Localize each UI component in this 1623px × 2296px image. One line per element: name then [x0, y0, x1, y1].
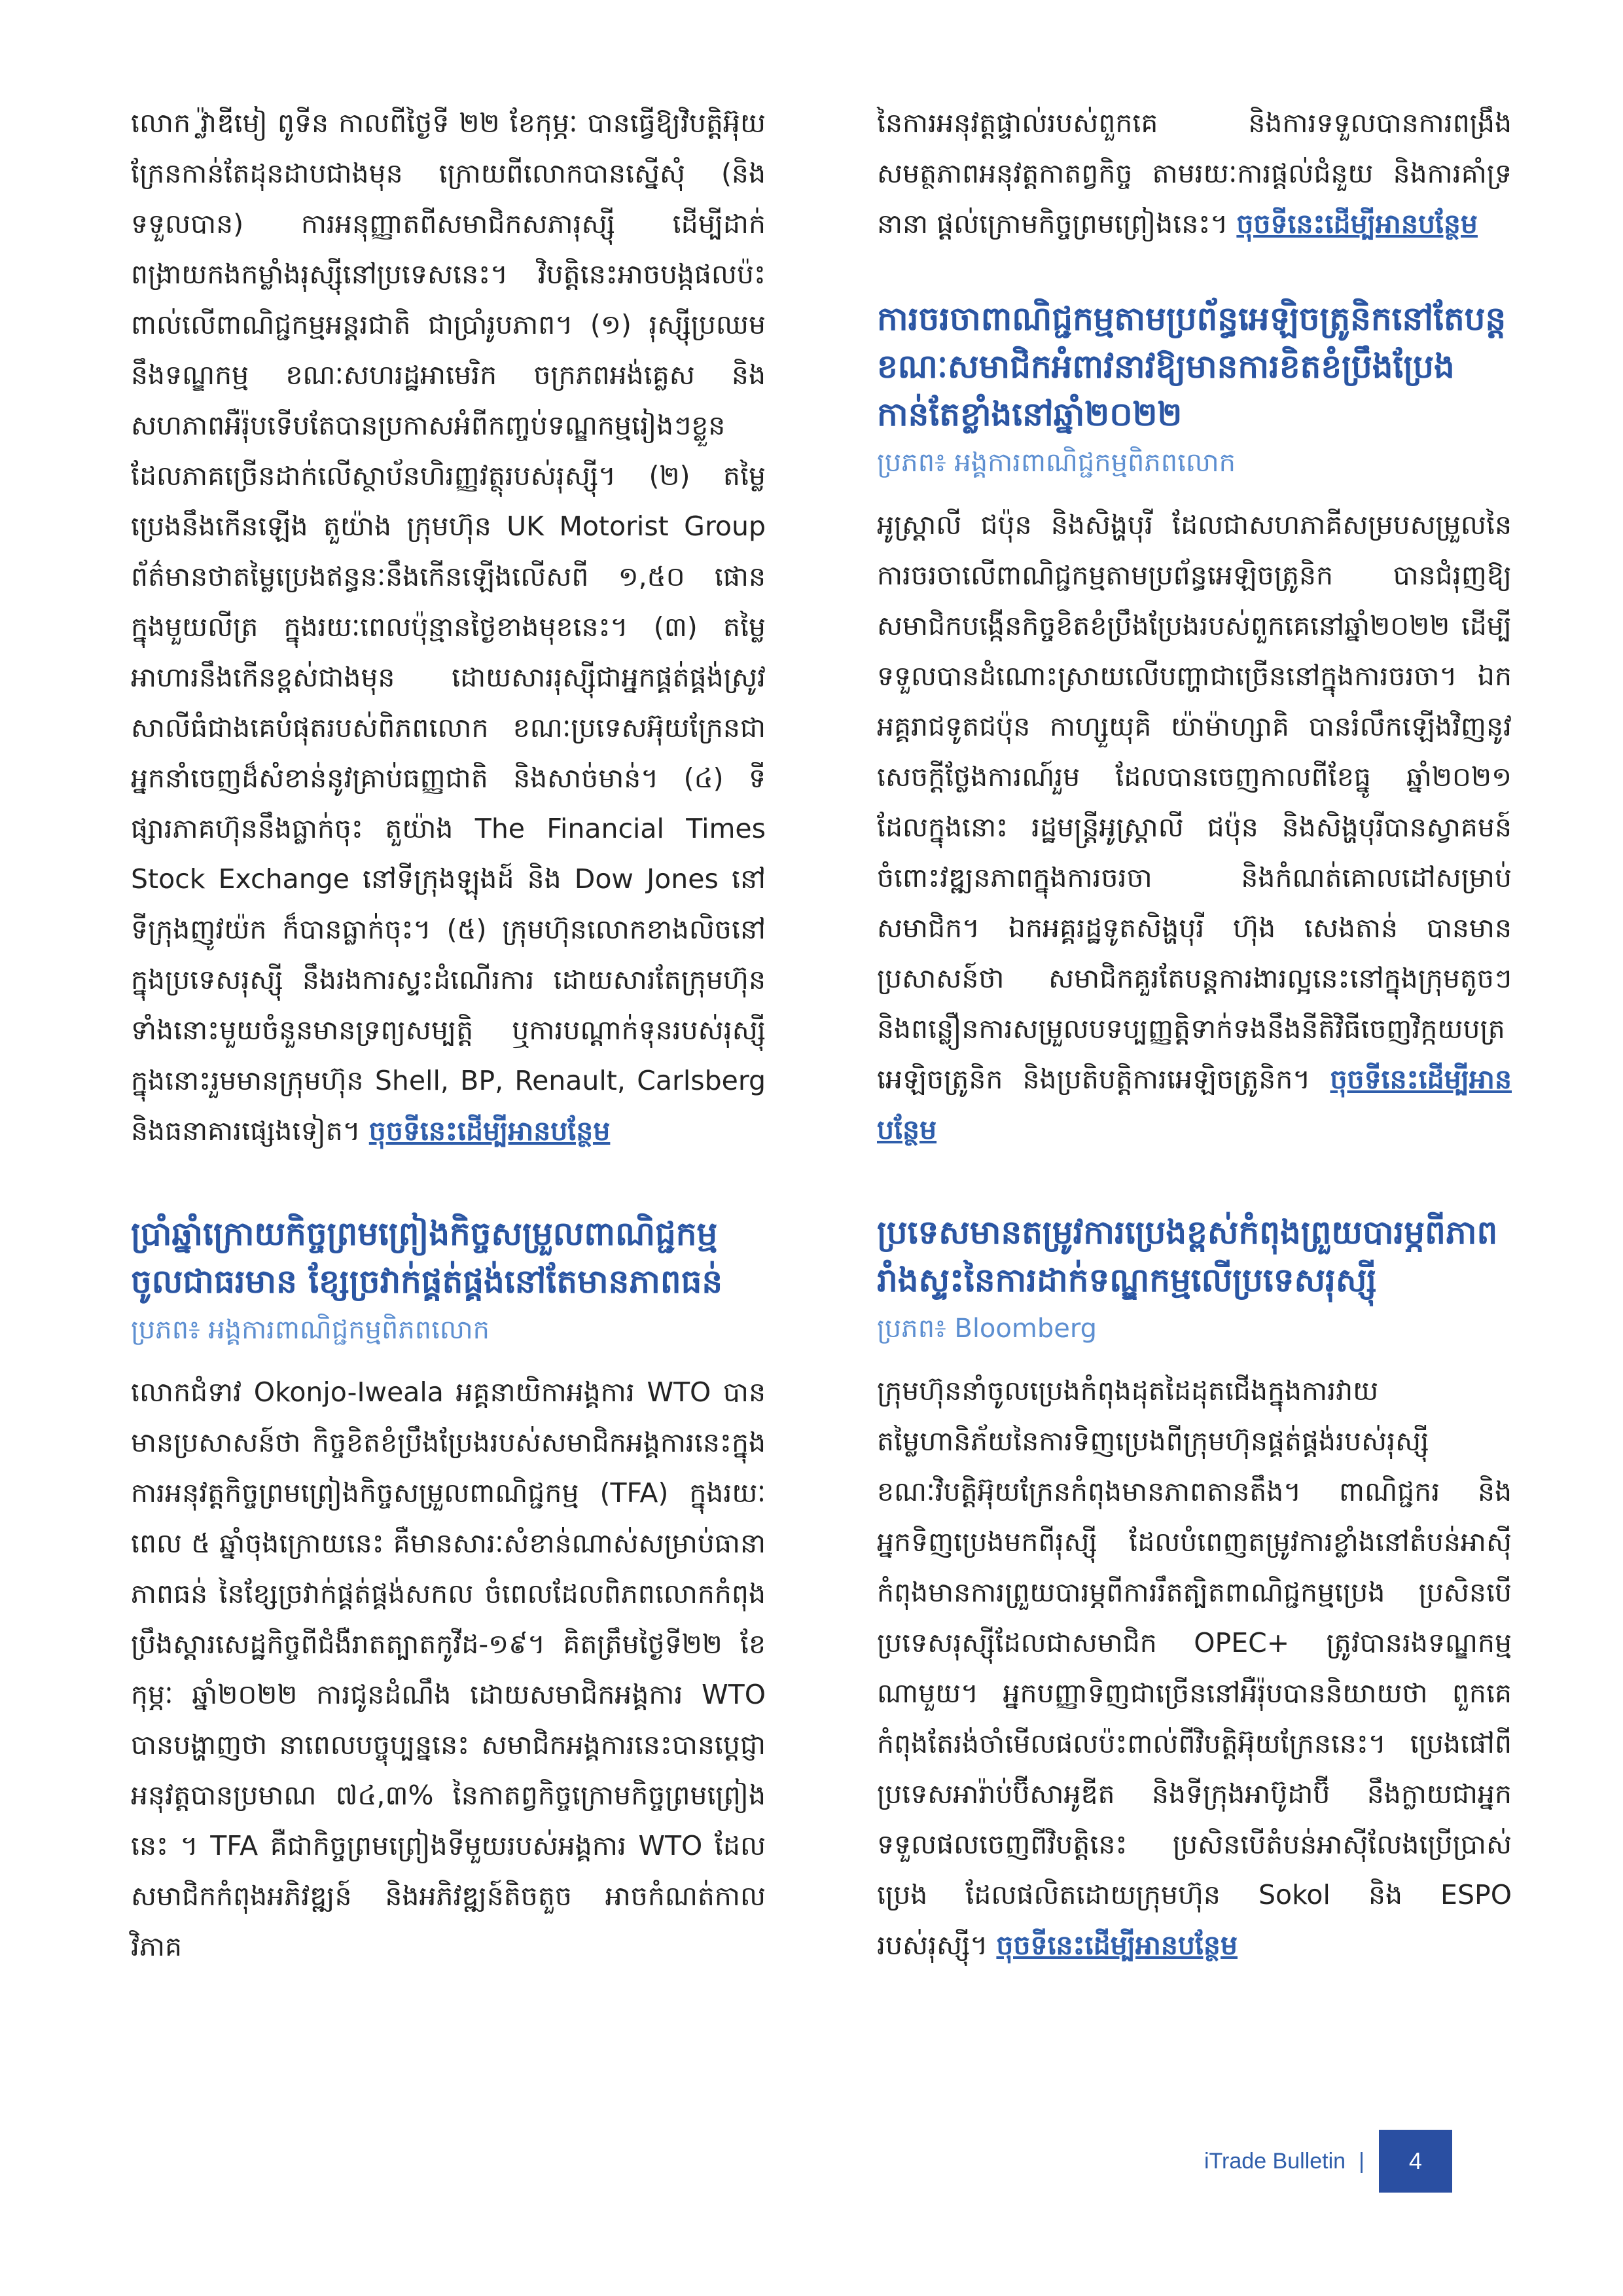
article-3-text: ក្រុមហ៊ុននាំចូលប្រេងកំពុងដុតដៃដុតជើងក្នុងការវាយតម្លៃហានិភ័យនៃការទិញប្រេងពីក្រុមហ៊ុនផ្គត់ផ្គង់របស់រុស្ស៊ី ខណៈវិបត្តិអ៊ុយក្រែនកំពុងមានភាពតានតឹង។ ពាណិជ្ជករ និងអ្នកទិញប្រេងមកពីរុស្ស៊ី ដែលបំពេញតម្រូវការខ្លាំងនៅតំបន់អាស៊ី កំពុងមានការព្រួយបារម្ភពីការរឹតត្បិតពាណិជ្ជកម្មប្រេង ប្រសិនបើប្រទេសរុស្ស៊ីដែលជាសមាជិក OPEC+ ត្រូវបានរងទណ្ឌកម្មណាមួយ។ អ្នកបញ្ញាទិញជាច្រើននៅអឺរ៉ុបបាននិយាយថា ពួកគេកំពុងតែរង់ចាំមើលផលប៉ះពាល់ពីវិបត្តិអ៊ុយក្រែននេះ។ ប្រេងផៅពីប្រទេសអារ៉ាប់ប៊ីសាអូឌីត និងទីក្រុងអាប៊ូដាប៊ី នឹងក្លាយជាអ្នកទទួលផលចេញពីវិបត្តិនេះ ប្រសិនបើតំបន់អាស៊ីលែងប្រើប្រាស់ប្រេង ដែលផលិតដោយក្រុមហ៊ុន Sokol និង ESPO របស់រុស្ស៊ី។ [877, 1375, 1512, 1961]
article-1-body: លោកជំទាវ Okonjo-Iweala អគ្គនាយិកាអង្គការ WTO បានមានប្រសាសន៍ថា កិច្ចខិតខំប្រឹងប្រែងរបស់សមាជិកអង្គការនេះក្នុងការអនុវត្តកិច្ចព្រមព្រៀងកិច្ចសម្រួលពាណិជ្ជកម្ម (TFA) ក្នុងរយៈពេល ៥ ឆ្នាំចុងក្រោយនេះ គឺមានសារៈសំខាន់ណាស់សម្រាប់ធានាភាពធន់ នៃខ្សែច្រវាក់ផ្គត់ផ្គង់សកល ចំពេលដែលពិភពលោកកំពុងប្រឹងស្តារសេដ្ឋកិច្ចពីជំងឺរាតត្បាតកូវីដ-១៩។ គិតត្រឹមថ្ងៃទី២២ ខែកុម្ភៈ ឆ្នាំ២០២២ ការជូនដំណឹង ដោយសមាជិកអង្គការ WTO បានបង្ហាញថា នាពេលបច្ចុប្បន្ននេះ សមាជិកអង្គការនេះបានប្តេជ្ញាអនុវត្តបានប្រមាណ ៧៤,៣% នៃកាតព្វកិច្ចក្រោមកិច្ចព្រមព្រៀងនេះ ។ TFA គឺជាកិច្ចព្រមព្រៀងទីមួយរបស់អង្គការ WTO ដែលសមាជិកកំពុងអភិវឌ្ឍន៍ និងអភិវឌ្ឍន៍តិចតួច អាចកំណត់កាលវិភាគ [131, 1376, 766, 1962]
article-2-body [877, 500, 1512, 1155]
intro-text: លោក វ្ល៉ាឌីមៀ ពូទីន កាលពីថ្ងៃទី ២២ ខែកុម្ភៈ បានធ្វើឱ្យវិបត្តិអ៊ុយក្រែនកាន់តែដុនដាបជាងមុន ក្រោយពីលោកបានស្នើសុំ (និងទទួលបាន) ការអនុញ្ញាតពីសមាជិកសភារុស្ស៊ី ដើម្បីដាក់ពង្រាយកងកម្លាំងរុស្ស៊ីនៅប្រទេសនេះ។ វិបត្តិនេះអាចបង្កផលប៉ះពាល់លើពាណិជ្ជកម្មអន្តរជាតិ ជាប្រាំរូបភាព។ (១) រុស្ស៊ីប្រឈមនឹងទណ្ឌកម្ម ខណៈសហរដ្ឋអាមេរិក ចក្រភពអង់គ្លេស និងសហភាពអឺរ៉ុបទើបតែបានប្រកាសអំពីកញ្ចប់ទណ្ឌកម្មរៀងៗខ្លួន ដែលភាគច្រើនដាក់លើស្ថាប័នហិរញ្ញវត្ថុរបស់រុស្ស៊ី។ (២) តម្លៃប្រេងនឹងកើនឡើង តួយ៉ាង ក្រុមហ៊ុន UK Motorist Group ព័ត៌មានថាតម្លៃប្រេងឥន្ធនៈនឹងកើនឡើងលើសពី ១,៥០ ផោន ក្នុងមួយលីត្រ ក្នុងរយៈពេលប៉ុន្មានថ្ងៃខាងមុខនេះ។ (៣) តម្លៃអាហារនឹងកើនខ្ពស់ជាងមុន ដោយសាររុស្ស៊ីជាអ្នកផ្គត់ផ្គង់ស្រូវសាលីធំជាងគេបំផុតរបស់ពិភពលោក ខណៈប្រទេសអ៊ុយក្រែនជាអ្នកនាំចេញដ៏សំខាន់នូវគ្រាប់ធញ្ញជាតិ និងសាច់មាន់។ (៤) ទីផ្សារភាគហ៊ុននឹងធ្លាក់ចុះ តួយ៉ាង The Financial Times Stock Exchange នៅទីក្រុងឡុងដ៍ និង Dow Jones នៅទីក្រុងញូវយ៉ក ក៏បានធ្លាក់ចុះ។ (៥) ក្រុមហ៊ុនលោកខាងលិចនៅក្នុងប្រទេសរុស្ស៊ី នឹងរងការស្ទះដំណើរការ ដោយសារតែក្រុមហ៊ុនទាំងនោះមួយចំនួនមានទ្រព្យសម្បត្តិ ឬការបណ្តាក់ទុនរបស់រុស្ស៊ី ក្នុងនោះរួមមានក្រុមហ៊ុន Shell, BP, Renault, Carlsberg និងធនាគារផ្សេងទៀត។ [131, 107, 766, 1147]
continuation-text: នៃការអនុវត្តផ្ទាល់របស់ពួកគេ និងការទទួលបានការពង្រឹងសមត្ថភាពអនុវត្តកាតព្វកិច្ច តាមរយៈការផ្តល់ជំនួយ និងការគាំទ្រនានា ផ្តល់ក្រោមកិច្ចព្រមព្រៀងនេះ។ [877, 107, 1512, 240]
left-column [131, 98, 766, 1972]
section-gap [877, 249, 1512, 295]
section-gap [877, 1155, 1512, 1209]
publication-name: iTrade Bulletin [1204, 2148, 1346, 2174]
article-2-source: ប្រភព៖ អង្គការពាណិជ្ជកម្មពិភពលោក [877, 448, 1236, 478]
section-gap [131, 1157, 766, 1210]
intro-paragraph [131, 98, 766, 1157]
article-1-headline: ប្រាំឆ្នាំក្រោយកិច្ចព្រមព្រៀងកិច្ចសម្រួលពាណិជ្ជកម្មចូលជាធរមាន ខ្សែច្រវាក់ផ្គត់ផ្គង់នៅតែមានភាពធន់ [131, 1215, 723, 1300]
article-2-headline: ការចរចាពាណិជ្ជកម្មតាមប្រព័ន្ធអេឡិចត្រូនិកនៅតែបន្ត ខណៈសមាជិកអំពាវនាវឱ្យមានការខិតខំប្រឹងប្រែងកាន់តែខ្លាំងនៅឆ្នាំ២០២២ [877, 300, 1507, 433]
right-column [877, 98, 1512, 1971]
page-number-badge [1379, 2130, 1452, 2193]
article-3-source: ប្រភព៖ Bloomberg [877, 1314, 1097, 1344]
article-1-source: ប្រភព៖ អង្គការពាណិជ្ជកម្មពិភពលោក [131, 1315, 490, 1345]
article-3-read-more-link[interactable]: ចុចទីនេះដើម្បីអានបន្ថែម [996, 1929, 1238, 1961]
intro-read-more-link[interactable]: ចុចទីនេះដើម្បីអានបន្ថែម [368, 1115, 611, 1147]
page-footer [1204, 2130, 1452, 2193]
page-number: 4 [1408, 2147, 1422, 2174]
article-3-body [877, 1366, 1512, 1971]
continuation-read-more-link[interactable]: ចុចទីនេះដើម្បីអានបន្ថែម [1236, 208, 1478, 240]
article-2-read-more-link[interactable]: ចុចទីនេះដើម្បីអានបន្ថែម [877, 1064, 1512, 1145]
article-3-headline: ប្រទេសមានតម្រូវការប្រេងខ្ពស់កំពុងព្រួយបារម្ភពីភាពរាំងស្ទះនៃការដាក់ទណ្ឌកម្មលើប្រទេសរុស្ស៊ី [877, 1213, 1498, 1299]
continuation-paragraph [877, 98, 1512, 249]
article-2-text: អូស្ត្រាលី ជប៉ុន និងសិង្ហបុរី ដែលជាសហភាគីសម្របសម្រួលនៃការចរចាលើពាណិជ្ជកម្មតាមប្រព័ន្ធអេឡិចត្រូនិក បានជំរុញឱ្យសមាជិកបង្កើនកិច្ចខិតខំប្រឹងប្រែងរបស់ពួកគេនៅឆ្នាំ២០២២ ដើម្បីទទួលបានដំណោះស្រាយលើបញ្ហាជាច្រើននៅក្នុងការចរចា។ ឯកអគ្គរាជទូតជប៉ុន កាហ្សួយុគិ យ៉ាម៉ាហ្សាគិ បានរំលឹកឡើងវិញនូវសេចក្តីថ្លែងការណ៍រួម ដែលបានចេញកាលពីខែធ្នូ ឆ្នាំ២០២១ ដែលក្នុងនោះ រដ្ឋមន្ត្រីអូស្ត្រាលី ជប៉ុន និងសិង្ហបុរីបានស្វាគមន៍ចំពោះវឌ្ឍនភាពក្នុងការចរចា និងកំណត់គោលដៅសម្រាប់សមាជិក។ ឯកអគ្គរដ្ឋទូតសិង្ហបុរី ហ៊ុង សេងតាន់ បានមានប្រសាសន៍ថា សមាជិកគួរតែបន្តការងារល្អនេះនៅក្នុងក្រុមតូចៗ និងពន្លឿនការសម្រួលបទប្បញ្ញត្តិទាក់ទងនឹងនីតិវិធីចេញវិក្កយបត្រអេឡិចត្រូនិក និងប្រតិបត្តិការអេឡិចត្រូនិក។ [877, 509, 1512, 1095]
footer-separator: | [1359, 2148, 1364, 2174]
